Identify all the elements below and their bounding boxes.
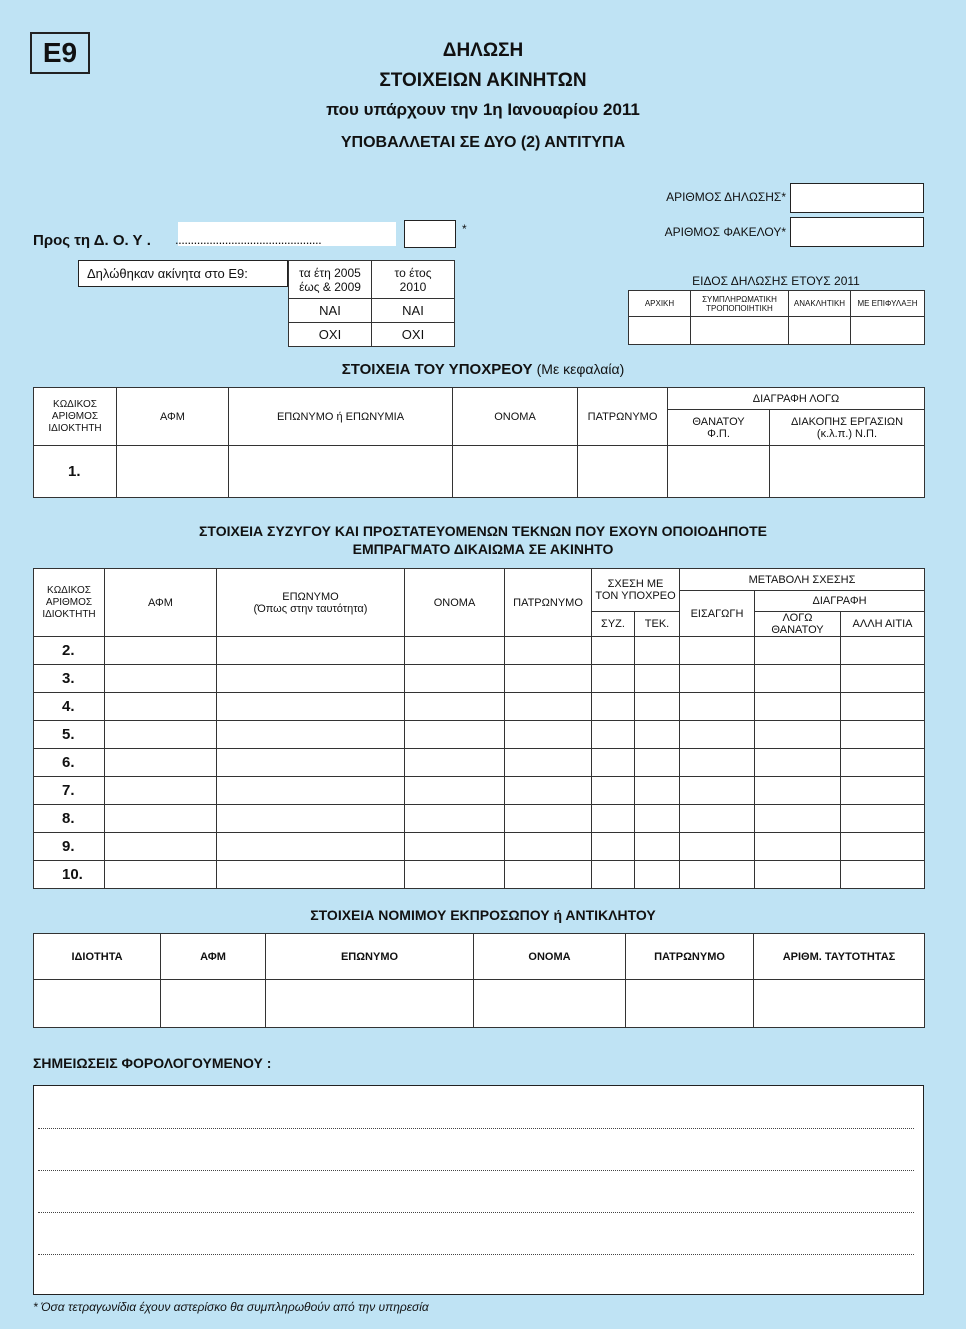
form-title: ΔΗΛΩΣΗ <box>442 40 524 61</box>
rep-capacity-cell[interactable] <box>34 980 161 1028</box>
owner-title-text: ΣΤΟΙΧΕΙΑ ΤΟΥ ΥΠΟΧΡΕΟΥ <box>341 361 533 378</box>
spouse-name-cell[interactable] <box>405 721 505 749</box>
owner-code-l3: ΙΔΙΟΚΤΗΤΗ <box>48 422 102 434</box>
spouse-entry-cell[interactable] <box>680 861 755 889</box>
owner-afm-header: ΑΦΜ <box>117 388 229 446</box>
spouse-child-cell[interactable] <box>635 805 680 833</box>
spouse-row-number: 7. <box>34 777 105 805</box>
rep-father-header: ΠΑΤΡΩΝΥΜΟ <box>626 934 754 980</box>
footnote: * Όσα τετραγωνίδια έχουν αστερίσκο θα συμπληρωθούν από την υπηρεσία <box>33 1300 429 1314</box>
spouse-surname-cell[interactable] <box>217 861 405 889</box>
period-2005-2009-l2: έως & 2009 <box>299 279 361 294</box>
yes-2010-checkbox[interactable]: ΝΑΙ <box>372 299 455 323</box>
year-2010-l2: 2010 <box>399 279 427 294</box>
spouse-spouse-cell[interactable] <box>592 749 635 777</box>
spouse-spouse-cell[interactable] <box>592 693 635 721</box>
spouse-entry-cell[interactable] <box>680 721 755 749</box>
spouse-death-cell[interactable] <box>755 637 841 665</box>
type-revoking-checkbox[interactable] <box>789 317 851 345</box>
doy-code-field[interactable] <box>404 220 456 248</box>
spouse-name-cell[interactable] <box>405 805 505 833</box>
spouse-surname-cell[interactable] <box>217 721 405 749</box>
spouse-row-number: 10. <box>34 861 105 889</box>
owner-table <box>33 387 925 498</box>
owner-afm-cell[interactable] <box>117 446 229 498</box>
spouse-relation-l2: ΤΟΝ ΥΠΟΧΡΕΟ <box>595 590 676 602</box>
spouse-other-cell[interactable] <box>841 833 925 861</box>
declaration-type-table <box>628 290 925 345</box>
form-subtitle: ΣΤΟΙΧΕΙΩΝ ΑΚΙΝΗΤΩΝ <box>379 70 587 91</box>
spouse-child-cell[interactable] <box>635 665 680 693</box>
rep-capacity-header: ΙΔΙΟΤΗΤΑ <box>34 934 161 980</box>
spouse-surname-cell[interactable] <box>217 693 405 721</box>
spouse-surname-cell[interactable] <box>217 749 405 777</box>
owner-death-l1: ΘΑΝΑΤΟΥ <box>692 415 745 428</box>
table-row <box>34 721 925 749</box>
table-row <box>34 861 925 889</box>
spouse-death-cell[interactable] <box>755 721 841 749</box>
spouse-death-cell[interactable] <box>755 693 841 721</box>
spouse-other-cell[interactable] <box>841 721 925 749</box>
spouse-other-cell[interactable] <box>841 637 925 665</box>
spouse-surname-cell[interactable] <box>217 665 405 693</box>
owner-name-header: ΟΝΟΜΑ <box>453 388 578 446</box>
type-reserved: ΜΕ ΕΠΙΦΥΛΑΞΗ <box>851 291 925 317</box>
spouse-surname-cell[interactable] <box>217 833 405 861</box>
rep-surname-header: ΕΠΩΝΥΜΟ <box>266 934 474 980</box>
spouse-child-cell[interactable] <box>635 721 680 749</box>
rep-father-cell[interactable] <box>626 980 754 1028</box>
table-row <box>34 833 925 861</box>
spouse-afm-cell[interactable] <box>105 777 217 805</box>
notes-title: ΣΗΜΕΙΩΣΕΙΣ ΦΟΡΟΛΟΓΟΥΜΕΝΟΥ : <box>33 1055 272 1071</box>
spouse-death-header: ΛΟΓΩ ΘΑΝΑΤΟΥ <box>755 612 841 637</box>
owner-stop-cell[interactable] <box>770 446 925 498</box>
spouse-code-l2: ΑΡΙΘΜΟΣ <box>45 596 93 608</box>
type-revoking: ΑΝΑΚΛΗΤΙΚΗ <box>789 291 851 317</box>
owner-stop-l2: (κ.λ.π.) Ν.Π. <box>816 427 878 440</box>
spouse-code-l3: ΙΔΙΟΚΤΗΤΗ <box>42 608 96 620</box>
spouse-afm-cell[interactable] <box>105 805 217 833</box>
notes-line <box>38 1212 914 1213</box>
spouse-other-cell[interactable] <box>841 777 925 805</box>
spouse-entry-cell[interactable] <box>680 693 755 721</box>
spouse-section-title-l2: ΕΜΠΡΑΓΜΑΤΟ ΔΙΚΑΙΩΜΑ ΣΕ ΑΚΙΝΗΤΟ <box>352 541 614 557</box>
rep-id-cell[interactable] <box>754 980 925 1028</box>
spouse-afm-cell[interactable] <box>105 693 217 721</box>
spouse-entry-cell[interactable] <box>680 665 755 693</box>
type-supplementary-checkbox[interactable] <box>691 317 789 345</box>
file-number-label: ΑΡΙΘΜΟΣ ΦΑΚΕΛΟΥ* <box>664 225 786 239</box>
spouse-name-cell[interactable] <box>405 777 505 805</box>
owner-father-header: ΠΑΤΡΩΝΥΜΟ <box>578 388 668 446</box>
spouse-spouse-cell[interactable] <box>592 777 635 805</box>
rep-name-header: ΟΝΟΜΑ <box>474 934 626 980</box>
spouse-other-cell[interactable] <box>841 861 925 889</box>
spouse-death-cell[interactable] <box>755 665 841 693</box>
spouse-afm-cell[interactable] <box>105 637 217 665</box>
rep-afm-header: ΑΦΜ <box>161 934 266 980</box>
spouse-deletion-header: ΔΙΑΓΡΑΦΗ <box>755 591 925 612</box>
rep-name-cell[interactable] <box>474 980 626 1028</box>
spouse-afm-cell[interactable] <box>105 665 217 693</box>
owner-surname-header: ΕΠΩΝΥΜΟ ή ΕΠΩΝΥΜΙΑ <box>229 388 453 446</box>
spouse-surname-l1: ΕΠΩΝΥΜΟ <box>282 590 339 603</box>
spouse-death-cell[interactable] <box>755 749 841 777</box>
spouse-name-cell[interactable] <box>405 637 505 665</box>
spouse-child-cell[interactable] <box>635 693 680 721</box>
notes-area[interactable] <box>33 1085 924 1295</box>
owner-row-number: 1. <box>34 446 117 498</box>
spouse-change-header: ΜΕΤΑΒΟΛΗ ΣΧΕΣΗΣ <box>680 569 925 591</box>
spouse-entry-header: ΕΙΣΑΓΩΓΗ <box>680 591 755 637</box>
year-2010-l1: το έτος <box>394 265 432 280</box>
spouse-spouse-cell[interactable] <box>592 637 635 665</box>
spouse-father-cell[interactable] <box>505 693 592 721</box>
spouse-rows <box>34 637 925 889</box>
spouse-father-cell[interactable] <box>505 749 592 777</box>
owner-section-title <box>0 361 966 378</box>
doy-dots: ............................................... <box>175 232 322 247</box>
spouse-afm-header: ΑΦΜ <box>105 569 217 637</box>
spouse-name-cell[interactable] <box>405 693 505 721</box>
spouse-death-cell[interactable] <box>755 805 841 833</box>
spouse-other-cell[interactable] <box>841 749 925 777</box>
owner-death-l2: Φ.Π. <box>707 427 730 440</box>
spouse-name-cell[interactable] <box>405 861 505 889</box>
spouse-child-cell[interactable] <box>635 749 680 777</box>
spouse-child-cell[interactable] <box>635 861 680 889</box>
type-amending: ΤΡΟΠΟΠΟΙΗΤΙΚΗ <box>706 303 773 313</box>
no-2010-checkbox[interactable]: ΟΧΙ <box>372 323 455 347</box>
spouse-entry-cell[interactable] <box>680 637 755 665</box>
form-code: Ε9 <box>30 32 90 74</box>
spouse-child-cell[interactable] <box>635 637 680 665</box>
spouse-other-cell[interactable] <box>841 693 925 721</box>
spouse-name-header: ΟΝΟΜΑ <box>405 569 505 637</box>
spouse-father-cell[interactable] <box>505 861 592 889</box>
spouse-spouse-cell[interactable] <box>592 833 635 861</box>
doy-asterisk: * <box>462 222 467 236</box>
spouse-entry-cell[interactable] <box>680 777 755 805</box>
doy-label: Προς τη Δ. Ο. Υ . <box>33 232 151 249</box>
no-2005-2009-checkbox[interactable]: ΟΧΙ <box>289 323 372 347</box>
spouse-father-cell[interactable] <box>505 665 592 693</box>
notes-line <box>38 1254 914 1255</box>
spouse-row-number: 9. <box>34 833 105 861</box>
previous-declarations-label: Δηλώθηκαν ακίνητα στο Ε9: <box>78 260 288 287</box>
spouse-father-header: ΠΑΤΡΩΝΥΜΟ <box>505 569 592 637</box>
spouse-surname-cell[interactable] <box>217 805 405 833</box>
spouse-table <box>33 568 925 889</box>
spouse-surname-l2: (Όπως στην ταυτότητα) <box>253 602 368 615</box>
table-row <box>34 693 925 721</box>
spouse-spouse-cell[interactable] <box>592 665 635 693</box>
spouse-name-cell[interactable] <box>405 833 505 861</box>
spouse-surname-cell[interactable] <box>217 777 405 805</box>
type-initial: ΑΡΧΙΚΗ <box>629 291 691 317</box>
type-supplementary: ΣΥΜΠΛΗΡΩΜΑΤΙΚΗ <box>702 294 777 304</box>
spouse-afm-cell[interactable] <box>105 833 217 861</box>
declaration-number-label: ΑΡΙΘΜΟΣ ΔΗΛΩΣΗΣ* <box>666 190 786 204</box>
spouse-child-cell[interactable] <box>635 833 680 861</box>
owner-code-l1: ΚΩΔΙΚΟΣ <box>53 398 97 410</box>
spouse-entry-cell[interactable] <box>680 833 755 861</box>
owner-title-note: (Με κεφαλαία) <box>536 361 625 377</box>
form-date-line: που υπάρχουν την 1η Ιανουαρίου 2011 <box>326 100 640 119</box>
owner-death-cell[interactable] <box>668 446 770 498</box>
spouse-name-cell[interactable] <box>405 749 505 777</box>
spouse-spouse-cell[interactable] <box>592 861 635 889</box>
spouse-spouse-cell[interactable] <box>592 805 635 833</box>
owner-father-cell[interactable] <box>578 446 668 498</box>
spouse-row-number: 6. <box>34 749 105 777</box>
spouse-other-cell[interactable] <box>841 665 925 693</box>
yes-2005-2009-checkbox[interactable]: ΝΑΙ <box>289 299 372 323</box>
spouse-afm-cell[interactable] <box>105 749 217 777</box>
spouse-afm-cell[interactable] <box>105 721 217 749</box>
spouse-surname-cell[interactable] <box>217 637 405 665</box>
spouse-relation-l1: ΣΧΕΣΗ ΜΕ <box>607 578 664 590</box>
period-2005-2009-l1: τα έτη 2005 <box>299 265 361 280</box>
spouse-row-number: 4. <box>34 693 105 721</box>
spouse-father-cell[interactable] <box>505 637 592 665</box>
spouse-row-number: 5. <box>34 721 105 749</box>
owner-deletion-header: ΔΙΑΓΡΑΦΗ ΛΟΓΩ <box>668 388 925 410</box>
declaration-type-title: ΕΙΔΟΣ ΔΗΛΩΣΗΣ ΕΤΟΥΣ 2011 <box>692 274 860 288</box>
rep-section-title: ΣΤΟΙΧΕΙΑ ΝΟΜΙΜΟΥ ΕΚΠΡΟΣΩΠΟΥ ή ΑΝΤΙΚΛΗΤΟΥ <box>310 907 656 923</box>
type-reserved-checkbox[interactable] <box>851 317 925 345</box>
spouse-child-header: ΤΕΚ. <box>635 612 680 637</box>
spouse-other-header: ΑΛΛΗ ΑΙΤΙΑ <box>841 612 925 637</box>
copies-note: ΥΠΟΒΑΛΛΕΤΑΙ ΣΕ ΔΥΟ (2) ΑΝΤΙΤΥΠΑ <box>340 134 626 151</box>
notes-line <box>38 1170 914 1171</box>
previous-declarations-table <box>288 260 455 347</box>
spouse-death-cell[interactable] <box>755 777 841 805</box>
owner-surname-cell[interactable] <box>229 446 453 498</box>
spouse-spouse-header: ΣΥΖ. <box>592 612 635 637</box>
spouse-section-title-l1: ΣΤΟΙΧΕΙΑ ΣΥΖΥΓΟΥ ΚΑΙ ΠΡΟΣΤΑΤΕΥΟΜΕΝΩΝ ΤΕΚΝΩΝ ΠΟΥ ΕΧΟΥΝ ΟΠΟΙΟΔΗΠΟΤΕ <box>199 523 767 539</box>
spouse-afm-cell[interactable] <box>105 861 217 889</box>
spouse-spouse-cell[interactable] <box>592 721 635 749</box>
spouse-father-cell[interactable] <box>505 833 592 861</box>
spouse-row-number: 3. <box>34 665 105 693</box>
spouse-death-cell[interactable] <box>755 833 841 861</box>
file-number-field[interactable] <box>790 217 924 247</box>
spouse-entry-cell[interactable] <box>680 749 755 777</box>
rep-table <box>33 933 925 1028</box>
rep-afm-cell[interactable] <box>161 980 266 1028</box>
spouse-death-cell[interactable] <box>755 861 841 889</box>
table-row <box>34 749 925 777</box>
rep-id-header: ΑΡΙΘΜ. ΤΑΥΤΟΤΗΤΑΣ <box>754 934 925 980</box>
type-initial-checkbox[interactable] <box>629 317 691 345</box>
table-row <box>34 665 925 693</box>
owner-code-l2: ΑΡΙΘΜΟΣ <box>51 410 99 422</box>
table-row <box>34 637 925 665</box>
notes-line <box>38 1128 914 1129</box>
owner-stop-l1: ΔΙΑΚΟΠΗΣ ΕΡΓΑΣΙΩΝ <box>790 415 904 428</box>
spouse-name-cell[interactable] <box>405 665 505 693</box>
rep-surname-cell[interactable] <box>266 980 474 1028</box>
spouse-entry-cell[interactable] <box>680 805 755 833</box>
table-row <box>34 805 925 833</box>
spouse-code-l1: ΚΩΔΙΚΟΣ <box>47 584 91 596</box>
spouse-father-cell[interactable] <box>505 777 592 805</box>
table-row <box>34 777 925 805</box>
spouse-father-cell[interactable] <box>505 721 592 749</box>
spouse-father-cell[interactable] <box>505 805 592 833</box>
spouse-child-cell[interactable] <box>635 777 680 805</box>
spouse-row-number: 8. <box>34 805 105 833</box>
spouse-other-cell[interactable] <box>841 805 925 833</box>
spouse-row-number: 2. <box>34 637 105 665</box>
declaration-number-field[interactable] <box>790 183 924 213</box>
owner-name-cell[interactable] <box>453 446 578 498</box>
